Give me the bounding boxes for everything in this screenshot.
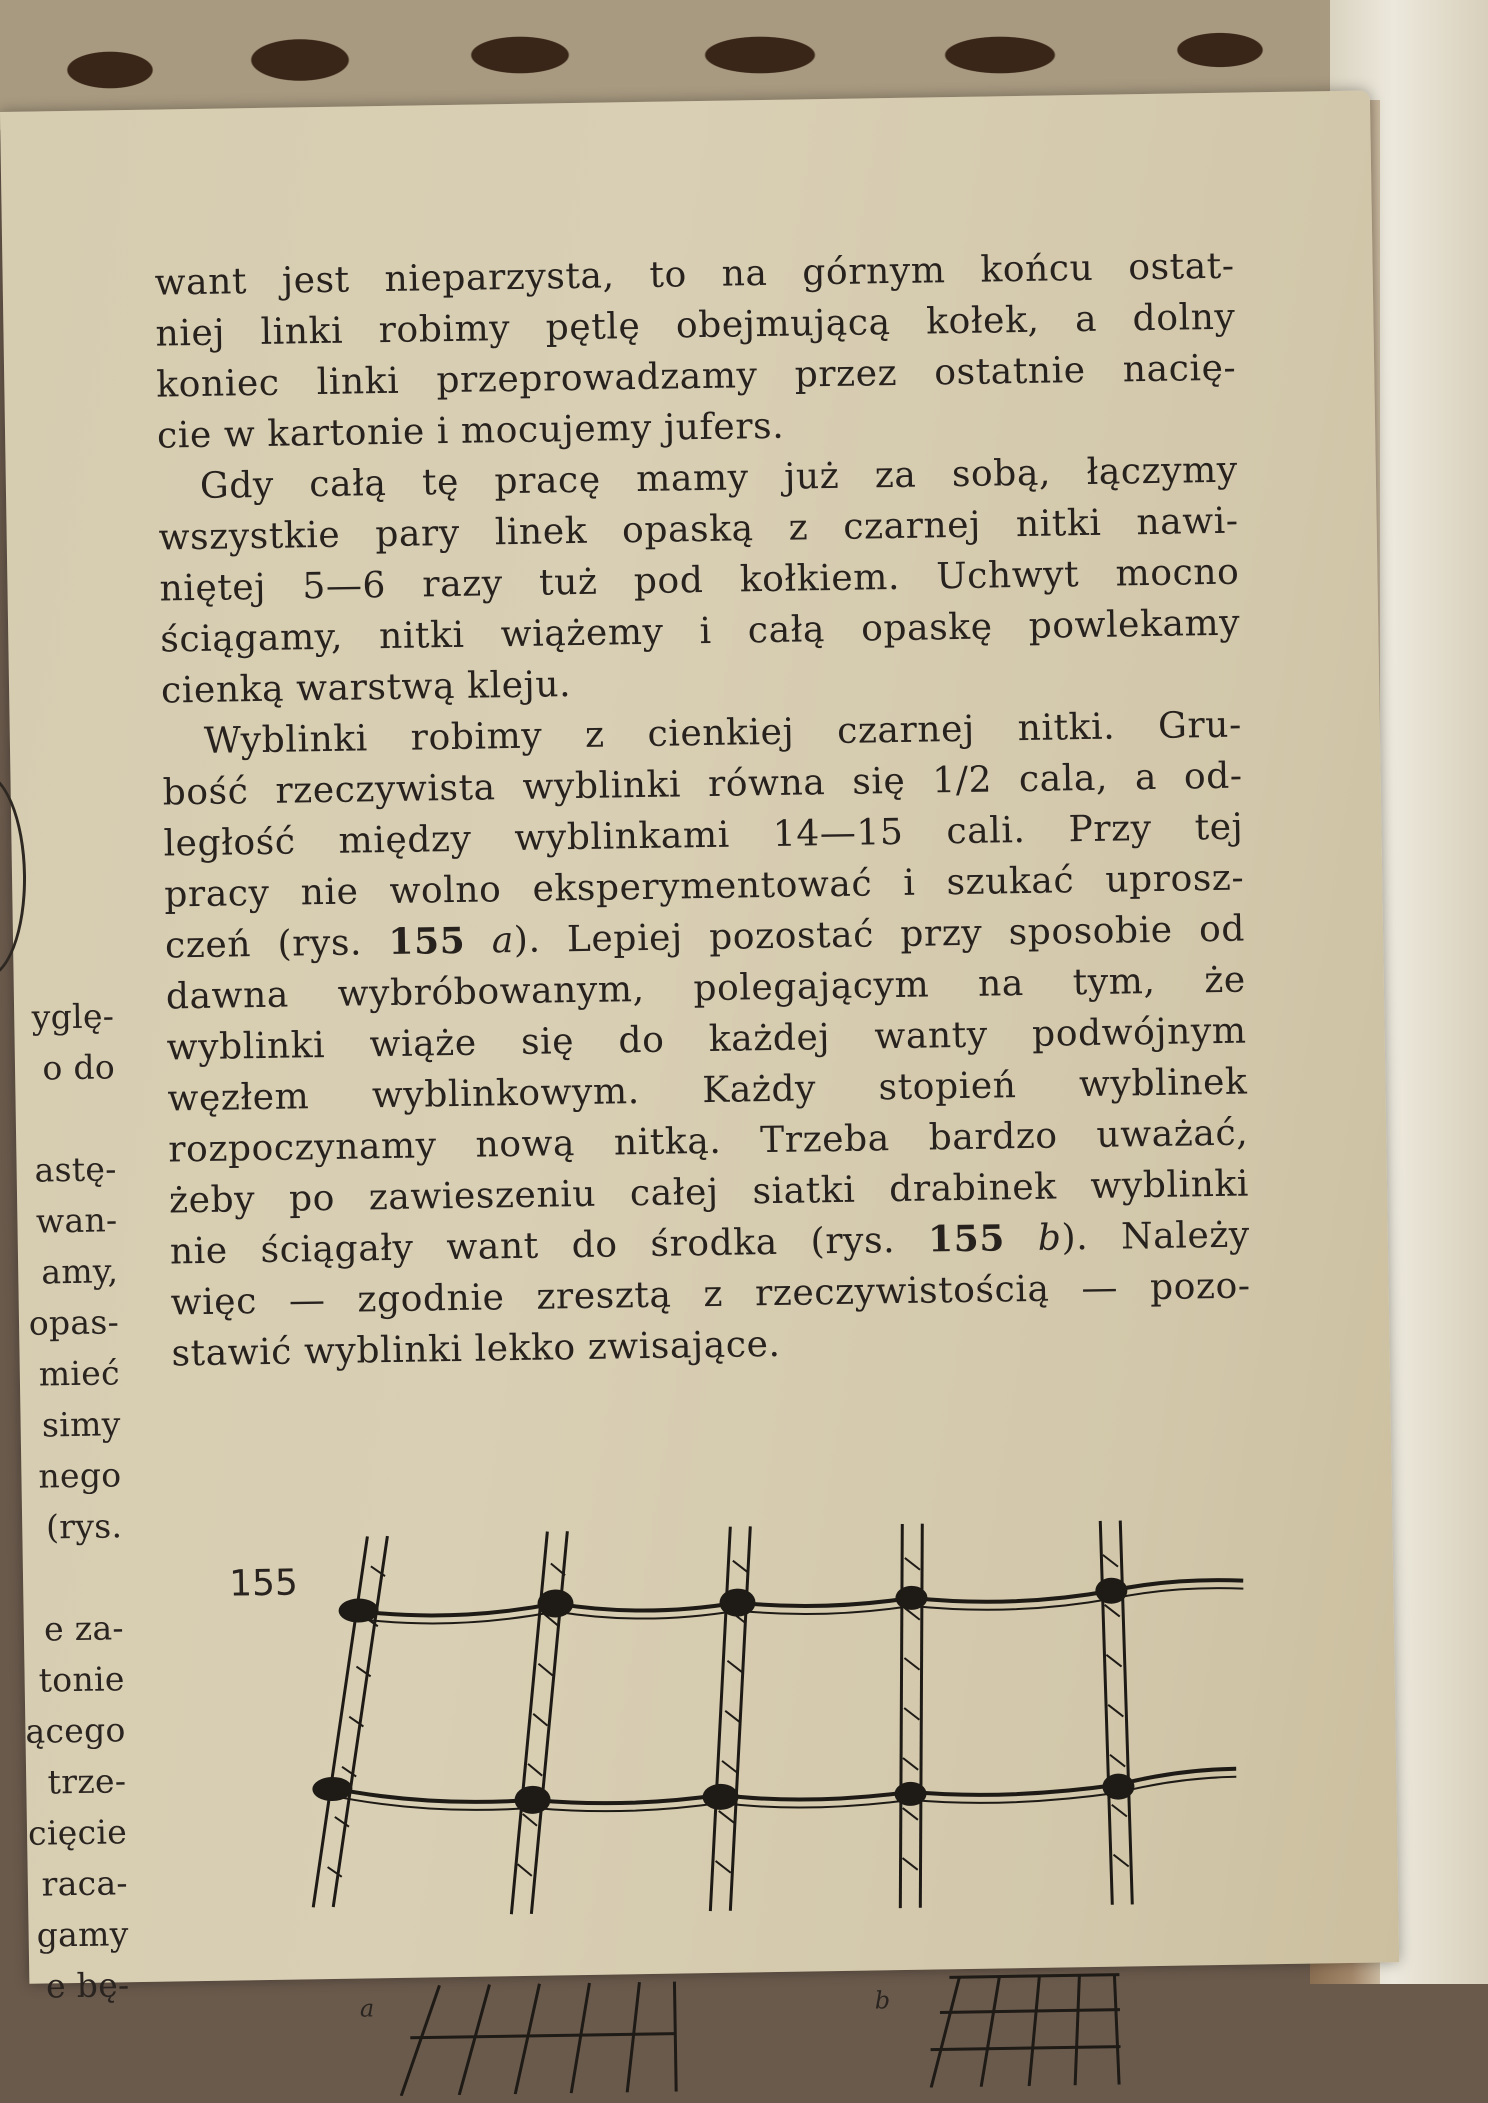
text-line: wszystkie pary linek opaską z czarnej nitki nawi- xyxy=(158,500,1239,559)
text-line: cie w kartonie i mocujemy jufers. xyxy=(156,405,785,457)
previous-page-figure-edge xyxy=(0,772,28,979)
fragment-line: amy, xyxy=(40,1251,119,1292)
fragment-line: yglę- xyxy=(31,996,115,1037)
fragment-line xyxy=(23,1551,124,1604)
shroud xyxy=(505,1531,573,1914)
fragment-line: ącego xyxy=(25,1710,126,1751)
shroud xyxy=(1100,1520,1132,1904)
previous-page-text-fragments xyxy=(14,990,130,2011)
fragment-line: tonie xyxy=(38,1659,125,1700)
text-line: węzłem wyblinkowym. Każdy stopień wyblinek xyxy=(167,1061,1248,1120)
text-line: żeby po zawieszeniu całej siatki drabinek wyblinki xyxy=(168,1163,1250,1222)
fragment-line: simy xyxy=(41,1404,121,1445)
text-line: want jest nieparzysta, to na górnym końcu ostat- xyxy=(154,245,1235,304)
text-line: Wyblinki robimy z cienkiej czarnej nitki. Gru- xyxy=(203,704,1243,762)
fragment-line: raca- xyxy=(41,1863,129,1904)
main-text xyxy=(154,241,1251,1380)
fragment-line: nego xyxy=(38,1455,122,1496)
ratline-illustration xyxy=(242,1492,1308,1929)
text-run: ). Lepiej pozostać przy sposobie od xyxy=(513,908,1246,962)
figure-ref-number: 155 xyxy=(388,919,466,963)
diagram-a-label: a xyxy=(359,1994,375,2023)
fragment-line xyxy=(15,1092,116,1145)
text-line: więc — zgodnie zresztą z rzeczywistością — pozo- xyxy=(170,1265,1251,1324)
text-line: wyblinki wiąże się do każdej wanty podwójnym xyxy=(166,1010,1247,1069)
fragment-line: e za- xyxy=(43,1608,125,1649)
text-line: ściągamy, nitki wiążemy i całą opaskę powlekamy xyxy=(159,602,1241,661)
diagram-b-label: b xyxy=(874,1986,891,2015)
fragment-line: o do xyxy=(42,1047,116,1088)
text-line: koniec linki przeprowadzamy przez ostatnie nacię- xyxy=(155,347,1237,406)
ratline-lower-inner xyxy=(328,1777,1236,1816)
fragment-line: wan- xyxy=(35,1200,118,1241)
fragment-line: trze- xyxy=(47,1761,127,1802)
text-line: niętej 5—6 razy tuż pod kołkiem. Uchwyt mocno xyxy=(159,551,1240,610)
diagram-b xyxy=(929,1975,1121,2088)
fragment-line: e bę- xyxy=(45,1965,130,2006)
text-line: ległość między wyblinkami 14—15 cali. Przy tej xyxy=(163,806,1244,865)
fragment-line: opas- xyxy=(28,1302,120,1343)
text-run: nie ściągały want do środka (rys. xyxy=(169,1219,929,1273)
ratline-diagrams xyxy=(329,1951,1331,2097)
fragment-line: (rys. xyxy=(45,1506,123,1547)
shrouds xyxy=(307,1520,1132,1917)
ratline-lower xyxy=(326,1769,1236,1808)
paragraph-1 xyxy=(154,241,1237,462)
text-line: stawić wyblinki lekko zwisające. xyxy=(171,1323,781,1375)
paragraph-2 xyxy=(158,445,1242,717)
figure-ref-letter: b xyxy=(1004,1217,1062,1260)
figure-number: 155 xyxy=(228,1562,299,1605)
paragraph-3 xyxy=(162,700,1252,1380)
fragment-line: gamy xyxy=(36,1914,129,1955)
diagram-a xyxy=(399,1982,676,2096)
text-line: dawna wybróbowanym, polegającym na tym, że xyxy=(165,959,1247,1018)
text-line: niej linki robimy pętlę obejmującą kołek, a dolny xyxy=(155,296,1236,355)
text-line: cienką warstwą kleju. xyxy=(160,664,572,712)
shroud xyxy=(307,1536,393,1907)
text-run: czeń (rys. xyxy=(164,922,389,967)
book-page xyxy=(0,90,1399,2023)
fragment-line: cięcie xyxy=(27,1812,128,1853)
shroud xyxy=(704,1526,756,1911)
text-line: rozpoczynamy nową nitką. Trzeba bardzo uważać, xyxy=(168,1112,1249,1171)
figure-ref-number: 155 xyxy=(927,1217,1006,1261)
fragment-line: mieć xyxy=(38,1353,121,1394)
text-line: bość rzeczywista wyblinki równa się 1/2 cala, a od- xyxy=(162,755,1243,814)
figure-ref-letter: a xyxy=(465,920,515,962)
shroud xyxy=(894,1524,928,1908)
text-run: ). Należy xyxy=(1061,1214,1251,1259)
text-line: pracy nie wolno eksperymentować i szukać uprosz- xyxy=(163,857,1245,916)
fragment-line: astę- xyxy=(34,1149,117,1190)
text-line: Gdy całą tę pracę mamy już za sobą, łączymy xyxy=(199,449,1239,507)
